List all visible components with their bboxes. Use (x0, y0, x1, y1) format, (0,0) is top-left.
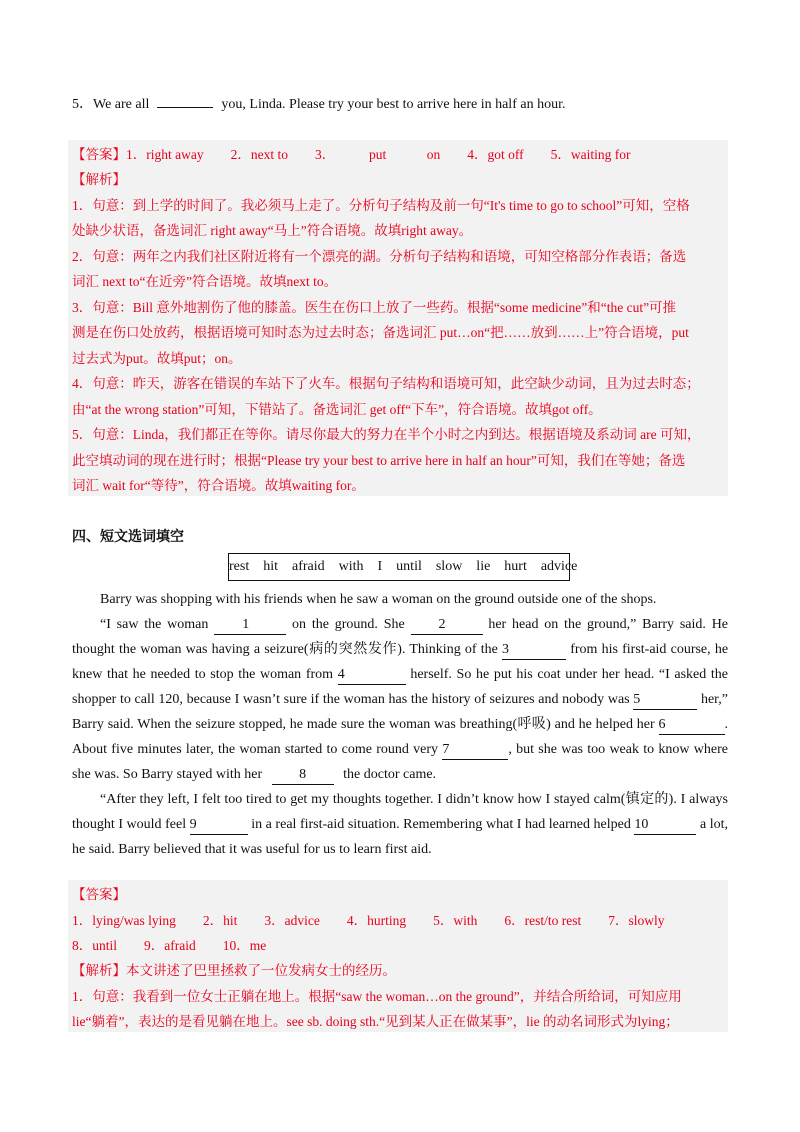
passage-line (72, 637, 728, 662)
section-title: 四、短文选词填空 (72, 529, 184, 545)
analysis-line: lie“躺着”，表达的是看见躺在地上。see sb. doing sth.“见到某人正在做某事”，lie 的动名词形式为lying； (72, 1014, 679, 1029)
blank-3: 3 (502, 641, 566, 660)
passage-line: Barry was shopping with his friends when he saw a woman on the ground outside one of the shops. (100, 592, 657, 607)
analysis-line: 此空填动词的现在进行时；根据“Please try your best to arrive here in half an hour”可知，我们在等她；备选 (72, 453, 686, 468)
blank-8: 8 (272, 766, 334, 785)
passage-line (72, 712, 728, 737)
answer-line: 【答案】1．right away 2．next to 3． put on 4．got off 5．waiting for (72, 147, 631, 162)
answer-line: 8．until 9．afraid 10．me (72, 938, 267, 953)
question-5 (72, 92, 728, 117)
analysis-line: 【解析】本文讲述了巴里拯救了一位发病女士的经历。 (72, 963, 396, 978)
passage-line: “After they left, I felt too tired to get my thoughts together. I didn’t know how I stayed calm(镇定的). I always (100, 792, 728, 807)
blank-10: 10 (634, 816, 696, 835)
question-5-prefix: 5．We are all (72, 97, 150, 112)
passage-text: a lot, (699, 817, 729, 832)
analysis-line: 5．句意：Linda，我们都正在等你。请尽你最大的努力在半个小时之内到达。根据语境及系动词 are 可知， (72, 427, 701, 442)
passage-text: her,” (700, 692, 728, 707)
analysis-line: 过去式为put。故填put；on。 (72, 351, 242, 366)
analysis-line: 1．句意：我看到一位女士正躺在地上。根据“saw the woman…on the ground”，并结合所给词，可知应用 (72, 989, 682, 1004)
passage-line (72, 687, 728, 712)
passage-line (72, 762, 728, 787)
passage-line (72, 812, 728, 837)
passage-line (72, 612, 728, 637)
analysis-line: 测是在伤口处放药，根据语境可知时态为过去时态；备选词汇 put…on“把……放到……上”符合语境，put (72, 325, 689, 340)
passage-text: she was. So Barry stayed with her (72, 767, 263, 782)
question-5-suffix: you, Linda. Please try your best to arrive here in half an hour. (221, 97, 566, 112)
passage-line: he said. Barry believed that it was useful for us to learn first aid. (72, 842, 432, 857)
passage-text: her head on the ground,” Barry said. He (488, 617, 729, 632)
analysis-line: 由“at the wrong station”可知，下错站了。备选词汇 get off“下车”，符合语境。故填got off。 (72, 402, 602, 417)
analysis-line: 4．句意：昨天，游客在错误的车站下了火车。根据句子结构和语境可知，此空缺少动词，且为过去时态； (72, 376, 700, 391)
passage-line (72, 662, 728, 687)
passage-text: “I saw the woman (100, 617, 209, 632)
passage-text: on the ground. She (292, 617, 405, 632)
passage-text: from his first-aid course, he (570, 642, 729, 657)
passage-text: , but she was too weak to know where (508, 742, 729, 757)
passage-text: Barry said. When the seizure stopped, he made sure the woman was breathing(呼吸) and he helped her (72, 717, 655, 732)
answer-heading: 【答案】 (72, 887, 126, 902)
blank-7: 7 (442, 741, 508, 760)
passage-text: herself. So he put his coat under her head. “I asked the (410, 667, 729, 682)
analysis-line: 2．句意：两年之内我们社区附近将有一个漂亮的湖。分析句子结构和语境，可知空格部分作表语；备选 (72, 249, 687, 264)
word-bank-box: rest hit afraid with I until slow lie hurt advice (228, 553, 570, 581)
passage-text: . (724, 717, 728, 732)
passage-text: thought I would feel (72, 817, 187, 832)
passage-text: knew that he needed to stop the woman from (72, 667, 334, 682)
passage-line (72, 737, 728, 762)
analysis-heading: 【解析】 (72, 172, 126, 187)
blank-4: 4 (338, 666, 406, 685)
blank-1: 1 (214, 616, 286, 635)
passage-text: in a real first-aid situation. Remembering what I had learned helped (251, 817, 631, 832)
analysis-line: 词汇 next to“在近旁”符合语境。故填next to。 (72, 274, 338, 289)
passage-text: About five minutes later, the woman started to come round very (72, 742, 439, 757)
passage-text: shopper to call 120, because I wasn’t sure if the woman has the history of seizures and nobody was (72, 692, 630, 707)
blank-2: 2 (411, 616, 483, 635)
analysis-line: 处缺少状语，备选词汇 right away“马上”符合语境。故填right away。 (72, 223, 473, 238)
answer-line: 1．lying/was lying 2．hit 3．advice 4．hurting 5．with 6．rest/to rest 7．slowly (72, 913, 665, 928)
blank-6: 6 (659, 716, 725, 735)
question-5-blank (157, 93, 213, 108)
passage-text: the doctor came. (343, 767, 437, 782)
passage-text: thought the woman was having a seizure(病的突然发作). Thinking of the (72, 642, 498, 657)
blank-9: 9 (190, 816, 248, 835)
analysis-line: 1．句意：到上学的时间了。我必须马上走了。分析句子结构及前一句“It's time to go to school”可知，空格 (72, 198, 690, 213)
blank-5: 5 (633, 691, 697, 710)
analysis-line: 3．句意：Bill 意外地割伤了他的膝盖。医生在伤口上放了一些药。根据“some medicine”和“the cut”可推 (72, 300, 677, 315)
analysis-line: 词汇 wait for“等待”，符合语境。故填waiting for。 (72, 478, 365, 493)
